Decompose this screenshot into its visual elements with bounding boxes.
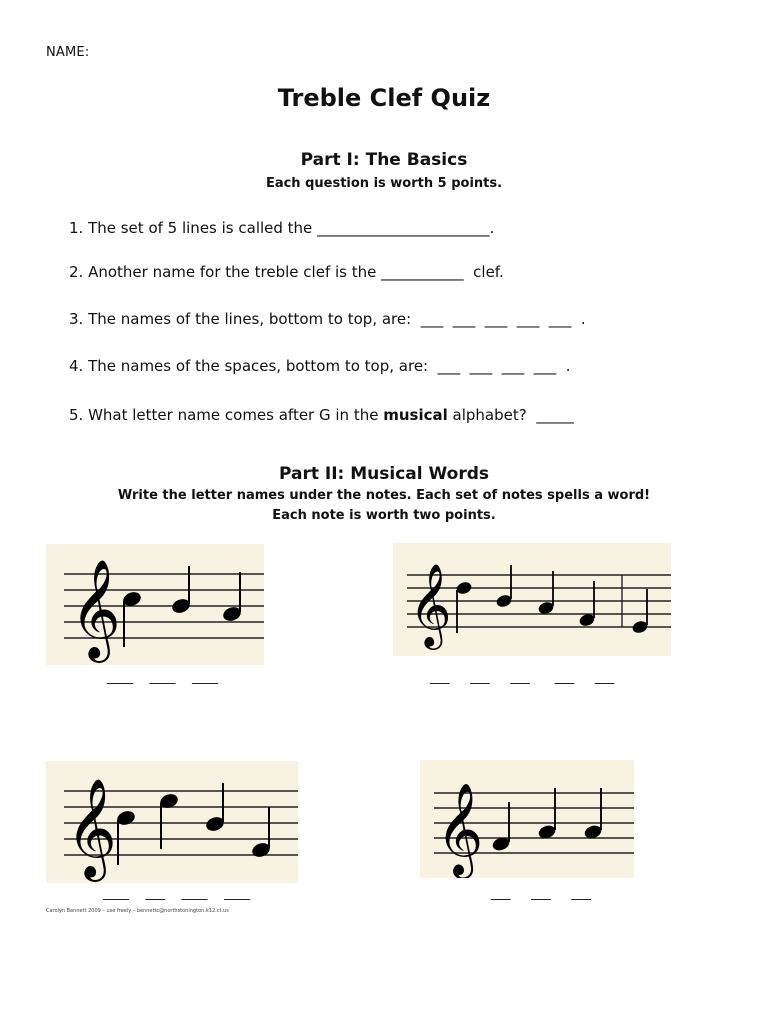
staff-exercise-1 <box>46 544 264 665</box>
music-staff-1 <box>46 544 264 665</box>
note <box>537 788 557 841</box>
staff-exercise-4 <box>420 760 634 878</box>
note <box>115 809 136 865</box>
question-4: 4. The names of the spaces, bottom to top, are: ___ ___ ___ ___ . <box>69 357 571 375</box>
question-1: 1. The set of 5 lines is called the _______________________. <box>69 219 495 237</box>
note <box>583 788 603 841</box>
question-5-pre: 5. What letter name comes after G in the <box>69 406 384 424</box>
part1-title: Part I: The Basics <box>300 150 468 170</box>
note <box>631 589 649 635</box>
treble-clef-icon: 𝄞 <box>436 782 484 875</box>
answer-blanks-4: ___ ___ ___ <box>491 886 591 901</box>
part2-title: Part II: Musical Words <box>278 464 490 484</box>
note <box>250 807 271 859</box>
page-title: Treble Clef Quiz <box>277 84 491 112</box>
name-label: NAME: <box>46 45 90 60</box>
music-staff-2 <box>393 543 671 656</box>
note <box>491 802 511 853</box>
treble-clef-icon: 𝄞 <box>70 559 121 659</box>
treble-clef-icon: 𝄞 <box>409 562 452 646</box>
answer-blanks-1: ____ ____ ____ <box>107 670 219 685</box>
question-3: 3. The names of the lines, bottom to top, are: ___ ___ ___ ___ ___ . <box>69 310 586 328</box>
question-5-post: alphabet? _____ <box>447 406 574 424</box>
question-2: 2. Another name for the treble clef is the ___________ clef. <box>69 263 504 281</box>
music-staff-4 <box>420 760 634 878</box>
note <box>158 792 179 849</box>
music-staff-3 <box>46 761 298 883</box>
note <box>221 572 242 623</box>
question-5 <box>69 406 574 424</box>
footer-credit: Carolyn Bennett 2009 – use freely – bennettc@northstonington.k12.ct.us <box>46 908 229 914</box>
staff-exercise-3 <box>46 761 298 883</box>
question-5-bold-word: musical <box>383 406 448 424</box>
note <box>537 571 555 616</box>
part2-subtitle-2: Each note is worth two points. <box>272 508 496 523</box>
treble-clef-icon: 𝄞 <box>66 778 117 878</box>
part2-subtitle-1: Write the letter names under the notes. Each set of notes spells a word! <box>117 488 651 503</box>
part1-subtitle: Each question is worth 5 points. <box>265 176 503 191</box>
answer-blanks-2: ___ ___ ___ ___ ___ <box>430 670 615 685</box>
note <box>455 580 473 633</box>
staff-exercise-2 <box>393 543 671 656</box>
answer-blanks-3: ____ ___ ____ ____ <box>103 886 251 901</box>
note <box>495 565 513 609</box>
